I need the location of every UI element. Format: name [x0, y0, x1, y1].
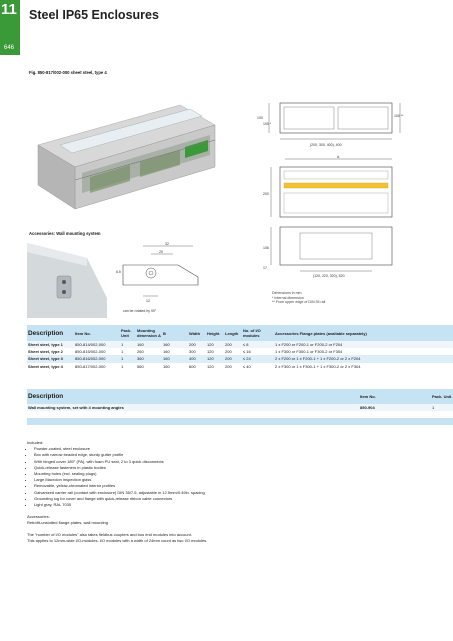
cell: 1 x F200 or F200-1 or F200-2 or F204 — [274, 341, 453, 348]
table-row — [27, 363, 453, 370]
included-list — [27, 446, 447, 508]
list-item: • Grounding lug for cover and flange with quick-release ribbon cable connectors — [34, 496, 447, 502]
col-width: Width — [188, 325, 206, 341]
cell: 300 — [188, 348, 206, 355]
table-row — [27, 341, 453, 348]
front-dim-h: 200 — [263, 192, 269, 196]
bracket-dim-12: 12 — [146, 299, 150, 303]
cell: 850-815/002-000 — [74, 348, 120, 355]
cell: 160 — [162, 348, 188, 355]
list-item: • With hinged cover 180° (PA), with foam PU seal, 2 to 3 quick disconnects — [34, 459, 447, 465]
cell: 360 — [136, 355, 162, 362]
bracket-dim-32: 32 — [165, 242, 169, 246]
cell: 850-814/002-000 — [74, 341, 120, 348]
cell: 200 — [224, 355, 242, 362]
cell: 1 — [120, 348, 136, 355]
cell: 160 — [162, 363, 188, 370]
top-view-drawing — [255, 95, 405, 155]
bottom-offset-label: 17 — [263, 266, 267, 270]
enclosure-photo — [30, 85, 220, 215]
cell: 160 — [136, 341, 162, 348]
bottom-width-label: (120, 220, 320), 520 — [313, 274, 345, 278]
dimension-note: Dimensions in mm — [272, 291, 302, 295]
cell: 1 x F300 or F300-1 or F300-2 or F304 — [274, 348, 453, 355]
cell: ≤ 24 — [242, 355, 274, 362]
bottom-height-label: 106 — [263, 246, 269, 250]
cell: 120 — [206, 355, 224, 362]
chapter-number: 11 — [1, 1, 17, 18]
col-length: Length — [224, 325, 242, 341]
bracket-dim-65: 6.5 — [116, 270, 121, 274]
col-accessories: Accessories Flange plates (available separately) — [274, 325, 453, 341]
bottom-view-drawing — [255, 225, 405, 285]
cell: 260 — [136, 348, 162, 355]
rotate-note: can be rotated by 90° — [123, 309, 157, 313]
table-header-row — [27, 389, 453, 404]
cell: 2 x F200 or 1 x F200-1 + 1 x F200-2 or 2 x F204 — [274, 355, 453, 362]
col-item-no: Item No. — [359, 389, 431, 404]
table-row-empty — [27, 411, 453, 418]
front-dim-a: A — [337, 155, 340, 159]
cell: 1 — [120, 363, 136, 370]
accessories-caption: Accessories: Wall mounting system — [29, 231, 101, 236]
cell: ≤ 16 — [242, 348, 274, 355]
cell: 200 — [224, 348, 242, 355]
col-mounting-b: B — [162, 325, 188, 341]
cell: ≤ 8 — [242, 341, 274, 348]
cell: 200 — [188, 341, 206, 348]
top-height-label: 100 — [257, 116, 263, 120]
col-description: Description — [27, 325, 74, 341]
cell: 850-816/002-000 — [74, 355, 120, 362]
cell: 1 — [431, 404, 453, 411]
table-header-row — [27, 325, 453, 341]
list-item: • Removable, yellow-chromated interior profiles — [34, 483, 447, 489]
dimension-notes — [272, 291, 325, 305]
cell: 120 — [206, 363, 224, 370]
accessories-text: Retrofit-unslotted flange plates, wall mounting — [27, 520, 108, 526]
notes-section — [27, 440, 447, 544]
cell: Wall mounting system, set with 4 mounting angles — [27, 404, 359, 411]
cell: 560 — [136, 363, 162, 370]
list-item: • Light gray, RAL 7035 — [34, 502, 447, 508]
footnote: This applies to 12mm-wide I/O-modules. I/O modules with a width of 24mm count as two I/O modules. — [27, 537, 208, 543]
dimension-note: * Internal dimension — [272, 295, 304, 300]
cell: 120 — [206, 341, 224, 348]
cell: 600 — [188, 363, 206, 370]
col-height: Height — [206, 325, 224, 341]
cell: 1 — [120, 341, 136, 348]
list-item: • Large Macrolon inspection glass — [34, 477, 447, 483]
front-view-drawing — [255, 155, 405, 225]
enclosure-spec-table — [27, 325, 453, 370]
table-row-empty — [27, 418, 453, 425]
cell: 850-904 — [359, 404, 431, 411]
list-item: • Quick-release fasteners in plastic bodies — [34, 465, 447, 471]
col-item-no: Item No. — [74, 325, 120, 341]
cell: Sheet steel, type 2 — [27, 348, 74, 355]
col-mounting-a: Mounting dimension A — [136, 325, 162, 341]
included-label: Included: — [27, 440, 44, 445]
figure-caption: Fig. 850-817/002-000 sheet steel, type 4 — [29, 70, 107, 75]
cell: 2 x F300 or 1 x F300-1 + 1 x F300-2 or 2 x F304 — [274, 363, 453, 370]
list-item: • Galvanized carrier rail (contact with enclosure) DIN 35/7.5, adjustable in 12.5mm/0.49in. spacing — [34, 490, 447, 496]
col-io-modules: No. of I/O modules — [242, 325, 274, 341]
chapter-tab — [0, 0, 20, 55]
cell: 200 — [224, 363, 242, 370]
page-title: Steel IP65 Enclosures — [29, 8, 159, 22]
bracket-drawing — [113, 240, 213, 320]
page-number: 646 — [4, 45, 15, 51]
cell: 200 — [224, 341, 242, 348]
cell: ≤ 40 — [242, 363, 274, 370]
top-height-rail-label: 100 ** — [394, 114, 404, 118]
cell: Sheet steel, type 1 — [27, 341, 74, 348]
cell: 120 — [206, 348, 224, 355]
table-row — [27, 404, 453, 411]
accessory-table — [27, 389, 453, 432]
list-item: • Powder-coated, steel enclosure — [34, 446, 447, 452]
table-row — [27, 348, 453, 355]
col-description: Description — [27, 389, 359, 404]
accessories-label: Accessories: — [27, 514, 50, 520]
cell: 160 — [162, 355, 188, 362]
col-pack-unit: Pack. Unit — [431, 389, 453, 404]
cell: Sheet steel, type 3 — [27, 355, 74, 362]
top-width-label: (200, 300, 400), 400 — [310, 143, 342, 147]
wall-mount-photo — [27, 238, 107, 318]
list-item: • Box with narrow beaded edge, sturdy gutter profile — [34, 452, 447, 458]
footnote: The "number of I/O modules" also takes fieldbus couplers and bus end modules into account. — [27, 531, 192, 537]
col-pack-unit: Pack. Unit — [120, 325, 136, 341]
cell: 1 — [120, 355, 136, 362]
dimension-note: ** From upper edge of DIN 35 rail — [272, 300, 326, 304]
cell: 400 — [188, 355, 206, 362]
cell: 850-817/002-000 — [74, 363, 120, 370]
list-item: • Mounting holes (incl. sealing plugs) — [34, 471, 447, 477]
table-row — [27, 355, 453, 362]
bracket-dim-20: 20 — [159, 250, 163, 254]
cell: Sheet steel, type 4 — [27, 363, 74, 370]
top-height-inner-label: 100 * — [263, 122, 272, 126]
cell: 160 — [162, 341, 188, 348]
table-row-empty — [27, 425, 453, 432]
